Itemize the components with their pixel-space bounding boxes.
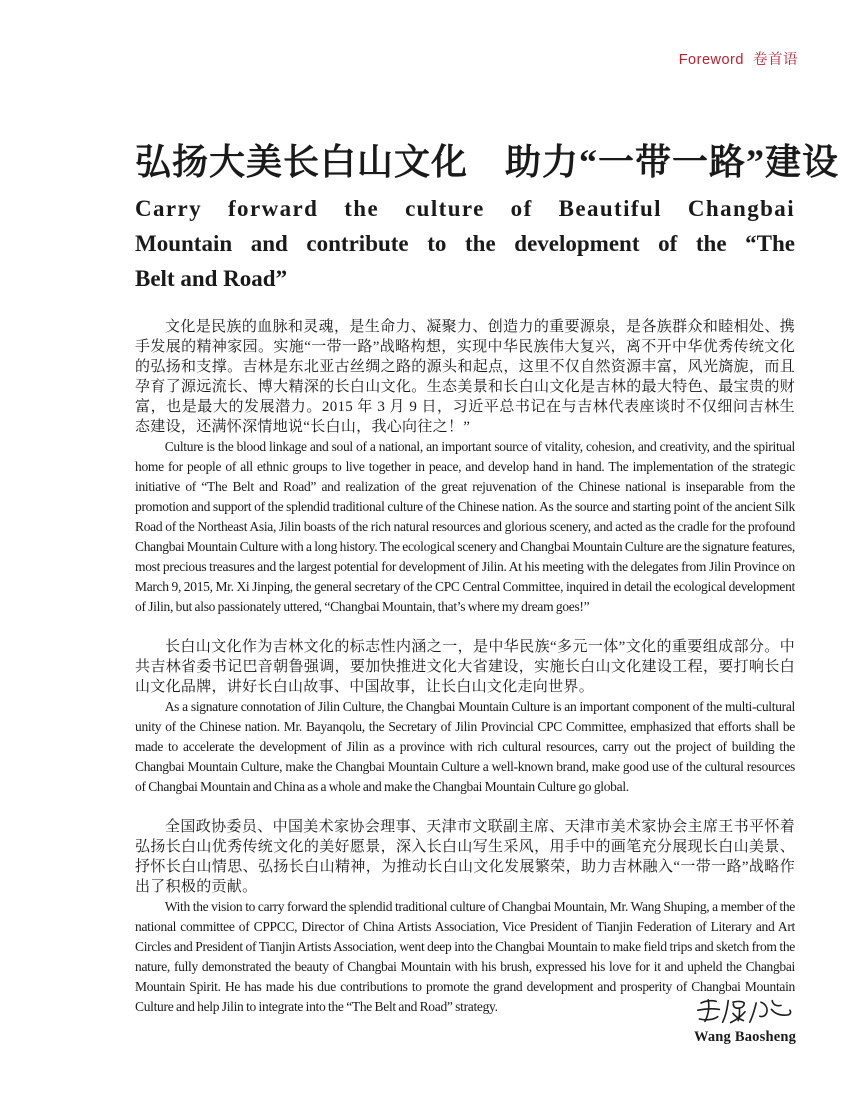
section-1 bbox=[135, 317, 795, 617]
paragraph-english-3: With the vision to carry forward the splendid traditional culture of Changbai Mountain, Mr. Wang Shuping, a member of the national committee of CPPCC, Director of China Artists Association, Vice President of Tianjin Federation of Literary and Art Circles and President of Tianjin Artists Association, went deep into the Changbai Mountain to make field trips and sketch from the nature, fully demonstrated the beauty of Changbai Mountain with his brush, expressed his love for it and upheld the Changbai Mountain Spirit. He has made his due contributions to promote the grand development and prosperity of Changbai Mountain Culture and help Jilin to integrate into the “The Belt and Road” strategy. bbox=[135, 899, 795, 1014]
title-english-line-3: Belt and Road” bbox=[135, 266, 288, 291]
signature-printed-name: Wang Baosheng bbox=[693, 1029, 797, 1045]
paragraph-chinese-1: 文化是民族的血脉和灵魂，是生命力、凝聚力、创造力的重要源泉，是各族群众和睦相处、携手发展的精神家园。实施“一带一路”战略构想，实现中华民族伟大复兴，离不开中华优秀传统文化的弘扬和支撑。吉林是东北亚古丝绸之路的源头和起点，这里不仅自然资源丰富，风光旖旎，而且孕育了源远流长、博大精深的长白山文化。生态美景和长白山文化是吉林的最大特色、最宝贵的财富，也是最大的发展潜力。2015 年 3 月 9 日，习近平总书记在与吉林代表座谈时不仅细问吉林生态建设，还满怀深情地说“长白山，我心向往之！” bbox=[135, 319, 795, 435]
foreword-body bbox=[135, 317, 795, 1017]
title-english-line-2: Mountain and contribute to the development of the “The bbox=[135, 231, 795, 256]
title-chinese: 弘扬大美长白山文化 助力“一带一路”建设 bbox=[135, 142, 840, 182]
title-english bbox=[135, 191, 795, 296]
signature-block bbox=[692, 994, 798, 1046]
title-english-line-1: Carry forward the culture of Beautiful Changbai bbox=[135, 196, 795, 221]
foreword-header-label: Foreword 卷首语 bbox=[678, 52, 798, 68]
paragraph-english-1: Culture is the blood linkage and soul of a national, an important source of vitality, cohesion, and creativity, and the spiritual home for people of all ethnic groups to live together in peace, and develop hand in hand. The implementation of the strategic initiative of “The Belt and Road” and realization of the great rejuvenation of the Chinese national is inseparable from the promotion and support of the splendid traditional culture of the Chinese nation. As the source and starting point of the ancient Silk Road of the Northeast Asia, Jilin boasts of the rich natural resources and glorious scenery, and acted as the cradle for the profound Changbai Mountain Culture with a long history. The ecological scenery and Changbai Mountain Culture are the signature features, most precious treasures and the largest potential for development of Jilin. At his meeting with the delegates from Jilin Province on March 9, 2015, Mr. Xi Jinping, the general secretary of the CPC Central Committee, inquired in detail the ecological development of Jilin, but also passionately uttered, “Changbai Mountain, that’s where my dream goes!” bbox=[135, 439, 795, 614]
section-2 bbox=[135, 637, 795, 797]
paragraph-chinese-3: 全国政协委员、中国美术家协会理事、天津市文联副主席、天津市美术家协会主席王书平怀着弘扬长白山优秀传统文化的美好愿景，深入长白山写生采风，用手中的画笔充分展现长白山美景、抒怀长白山情思、弘扬长白山精神，为推动长白山文化发展繁荣，助力吉林融入“一带一路”战略作出了积极的贡献。 bbox=[135, 819, 795, 895]
page-content bbox=[135, 140, 840, 1017]
paragraph-chinese-2: 长白山文化作为吉林文化的标志性内涵之一，是中华民族“多元一体”文化的重要组成部分。中共吉林省委书记巴音朝鲁强调，要加快推进文化大省建设，实施长白山文化建设工程，要打响长白山文化品牌，讲好长白山故事、中国故事，让长白山文化走向世界。 bbox=[135, 639, 795, 695]
paragraph-english-2: As a signature connotation of Jilin Culture, the Changbai Mountain Culture is an important component of the multi-cultural unity of the Chinese nation. Mr. Bayanqolu, the Secretary of Jilin Provincial CPC Committee, emphasized that efforts shall be made to accelerate the development of Jilin as a province with rich cultural resources, carry out the project of building the Changbai Mountain Culture, make the Changbai Mountain Culture a well-known brand, make good use of the cultural resources of Changbai Mountain and China as a whole and make the Changbai Mountain Culture go global. bbox=[135, 699, 795, 794]
signature-handwriting-image bbox=[693, 994, 797, 1028]
section-3 bbox=[135, 817, 795, 1017]
